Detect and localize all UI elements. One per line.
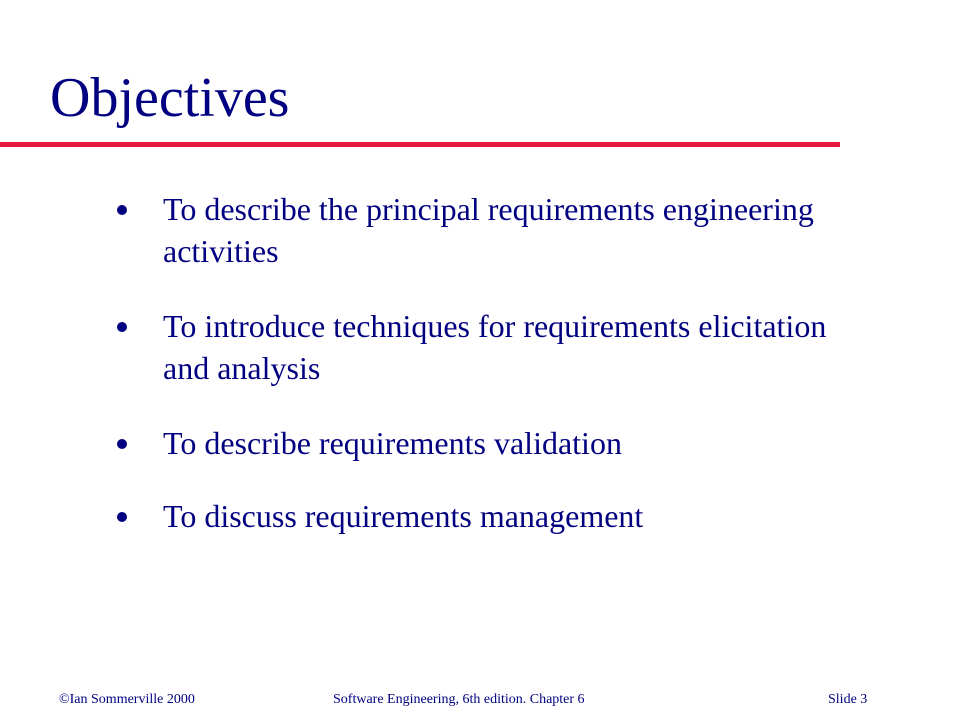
bullet-text: To discuss requirements management <box>163 498 644 534</box>
objectives-list <box>117 188 877 570</box>
bullet-text: To introduce techniques for requirements elicitation and analysis <box>163 308 827 386</box>
slide-title: Objectives <box>50 67 290 129</box>
footer-book-title: Software Engineering, 6th edition. Chapter 6 <box>333 692 585 707</box>
list-item <box>117 188 877 272</box>
bullet-dot-icon <box>117 439 127 449</box>
list-item <box>117 422 877 464</box>
list-item <box>117 305 877 389</box>
bullet-dot-icon <box>117 205 127 215</box>
footer-slide-number: Slide 3 <box>828 692 868 707</box>
title-divider <box>0 142 840 147</box>
bullet-text: To describe the principal requirements engineering activities <box>163 191 814 269</box>
list-item <box>117 495 877 537</box>
bullet-dot-icon <box>117 512 127 522</box>
bullet-text: To describe requirements validation <box>163 425 622 461</box>
footer-copyright: ©Ian Sommerville 2000 <box>59 692 195 707</box>
bullet-dot-icon <box>117 322 127 332</box>
